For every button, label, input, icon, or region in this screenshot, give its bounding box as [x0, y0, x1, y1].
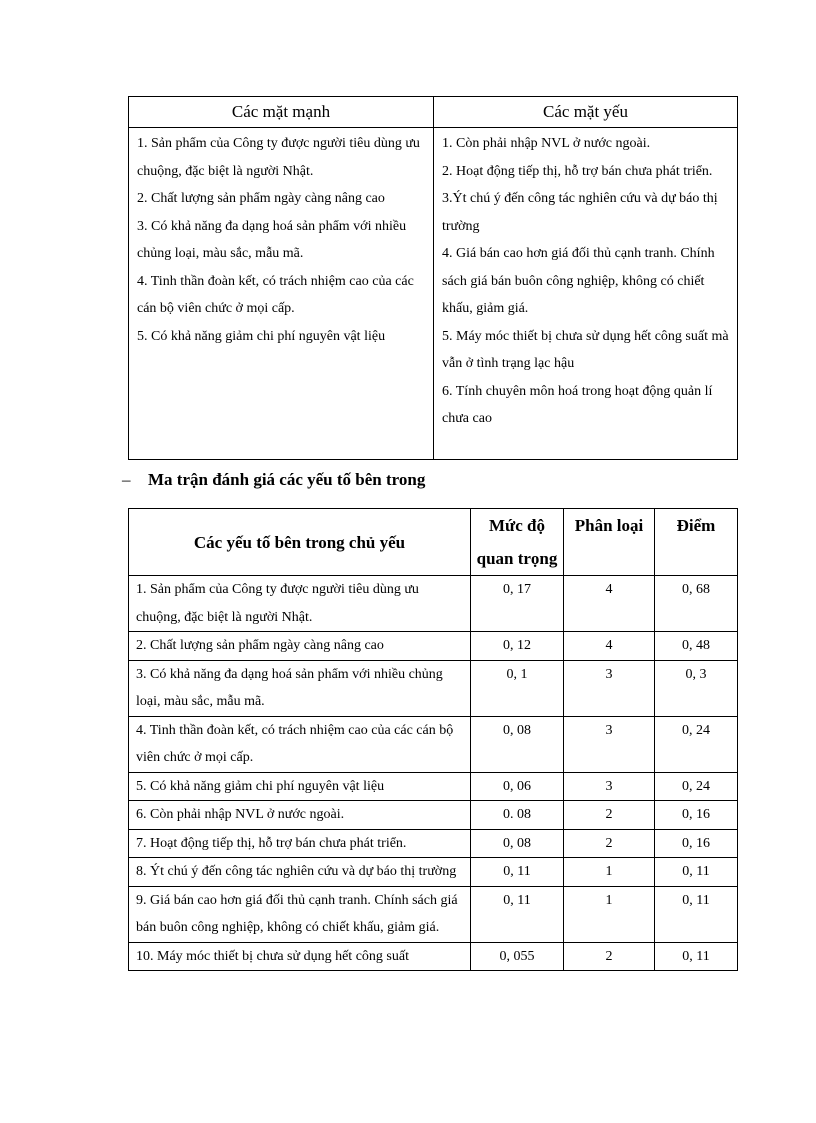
table-row [129, 829, 738, 858]
weakness-item: 3.Ýt chú ý đến công tác nghiên cứu và dự báo thị trường [442, 191, 718, 234]
weakness-item: 2. Hoạt động tiếp thị, hỗ trợ bán chưa phát triển. [442, 163, 713, 179]
weakness-item: 5. Máy móc thiết bị chưa sử dụng hết công suất mà vẫn ở tình trạng lạc hậu [442, 328, 729, 371]
score-cell: 0, 24 [655, 716, 738, 772]
weight-cell: 0, 17 [471, 576, 564, 632]
score-cell: 0, 11 [655, 886, 738, 942]
weight-cell: 0, 08 [471, 716, 564, 772]
heading-dash: – [122, 470, 131, 489]
weight-cell: 0, 11 [471, 886, 564, 942]
strength-item: 4. Tinh thần đoàn kết, có trách nhiệm cao của các cán bộ viên chức ở mọi cấp. [137, 273, 414, 316]
ife-table-body [129, 576, 738, 971]
score-cell: 0, 16 [655, 801, 738, 830]
rating-cell: 4 [564, 632, 655, 661]
weakness-item: 6. Tính chuyên môn hoá trong hoạt động quản lí chưa cao [442, 383, 713, 426]
weaknesses-cell [434, 128, 738, 460]
weight-cell: 0, 12 [471, 632, 564, 661]
score-cell: 0, 24 [655, 772, 738, 801]
factor-cell: 6. Còn phải nhập NVL ở nước ngoài. [129, 801, 471, 830]
rating-cell: 3 [564, 772, 655, 801]
table-row [129, 660, 738, 716]
weight-cell: 0, 06 [471, 772, 564, 801]
weakness-item: 4. Giá bán cao hơn giá đối thủ cạnh tranh. Chính sách giá bán buôn công nghiệp, không có chiết khấu, giảm giá. [442, 246, 715, 316]
table-row [129, 801, 738, 830]
rating-cell: 4 [564, 576, 655, 632]
heading-text: Ma trận đánh giá các yếu tố bên trong [148, 470, 426, 489]
score-cell: 0, 11 [655, 942, 738, 971]
weight-cell: 0. 08 [471, 801, 564, 830]
rating-cell: 2 [564, 801, 655, 830]
score-header: Điểm [655, 509, 738, 576]
table-row [129, 772, 738, 801]
section-heading [122, 470, 425, 490]
score-cell: 0, 68 [655, 576, 738, 632]
weight-cell: 0, 11 [471, 858, 564, 887]
ife-matrix-table [128, 508, 738, 971]
weakness-item: 1. Còn phải nhập NVL ở nước ngoài. [442, 136, 651, 151]
rating-header: Phân loại [564, 509, 655, 576]
rating-cell: 3 [564, 716, 655, 772]
weight-cell: 0, 08 [471, 829, 564, 858]
strength-item: 5. Có khả năng giảm chi phí nguyên vật liệu [137, 328, 386, 344]
factor-cell: 4. Tinh thần đoàn kết, có trách nhiệm cao của các cán bộ viên chức ở mọi cấp. [129, 716, 471, 772]
strengths-header: Các mặt mạnh [129, 97, 434, 128]
strengths-cell [129, 128, 434, 460]
factor-cell: 10. Máy móc thiết bị chưa sử dụng hết công suất [129, 942, 471, 971]
rating-cell: 3 [564, 660, 655, 716]
score-cell: 0, 3 [655, 660, 738, 716]
score-cell: 0, 16 [655, 829, 738, 858]
factor-cell: 8. Ýt chú ý đến công tác nghiên cứu và dự báo thị trường [129, 858, 471, 887]
factor-cell: 1. Sản phẩm của Công ty được người tiêu dùng ưu chuộng, đặc biệt là người Nhật. [129, 576, 471, 632]
swot-table [128, 96, 738, 460]
table-row [129, 886, 738, 942]
strength-item: 1. Sản phẩm của Công ty được người tiêu dùng ưu chuộng, đặc biệt là người Nhật. [137, 136, 420, 179]
strength-item: 2. Chất lượng sản phẩm ngày càng nâng cao [137, 191, 385, 206]
weight-cell: 0, 055 [471, 942, 564, 971]
table-row [129, 942, 738, 971]
table-row [129, 716, 738, 772]
score-cell: 0, 48 [655, 632, 738, 661]
weaknesses-header: Các mặt yếu [434, 97, 738, 128]
factor-cell: 9. Giá bán cao hơn giá đối thủ cạnh tranh. Chính sách giá bán buôn công nghiệp, không có chiết khấu, giảm giá. [129, 886, 471, 942]
factor-cell: 2. Chất lượng sản phẩm ngày càng nâng cao [129, 632, 471, 661]
table-row [129, 858, 738, 887]
score-cell: 0, 11 [655, 858, 738, 887]
weight-header: Mức độ quan trọng [471, 509, 564, 576]
rating-cell: 2 [564, 942, 655, 971]
rating-cell: 1 [564, 886, 655, 942]
rating-cell: 2 [564, 829, 655, 858]
factor-header: Các yếu tố bên trong chủ yếu [129, 509, 471, 576]
factor-cell: 5. Có khả năng giảm chi phí nguyên vật liệu [129, 772, 471, 801]
table-row [129, 632, 738, 661]
factor-cell: 7. Hoạt động tiếp thị, hỗ trợ bán chưa phát triển. [129, 829, 471, 858]
table-row [129, 576, 738, 632]
rating-cell: 1 [564, 858, 655, 887]
strength-item: 3. Có khả năng đa dạng hoá sản phẩm với nhiều chủng loại, màu sắc, mẫu mã. [137, 218, 407, 261]
factor-cell: 3. Có khả năng đa dạng hoá sản phẩm với nhiều chủng loại, màu sắc, mẫu mã. [129, 660, 471, 716]
weight-cell: 0, 1 [471, 660, 564, 716]
